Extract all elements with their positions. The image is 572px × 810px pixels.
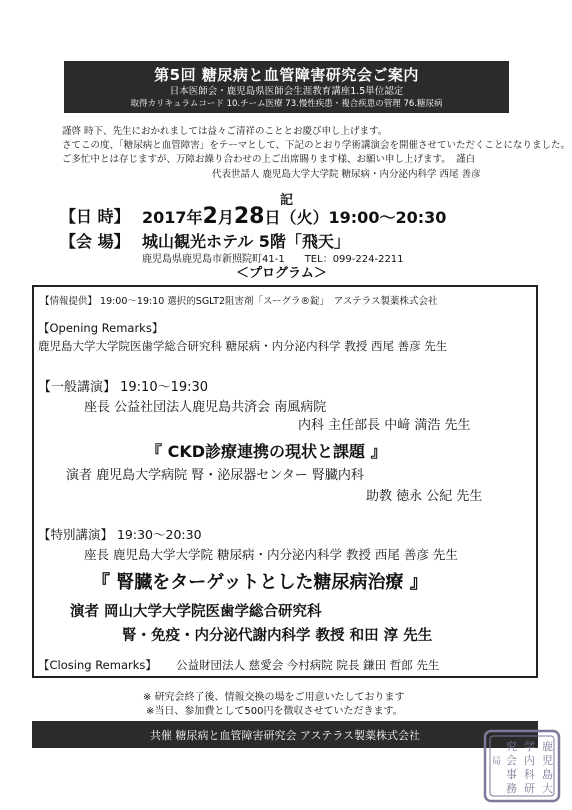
special-lecture-speaker-title: 腎・免疫・内分泌代謝内科学 教授 和田 淳 先生 — [122, 628, 433, 644]
opening-remarks-speaker: 鹿児島大学大学院医歯学総合研究科 糖尿病・内分泌内科学 教授 西尾 善彦 先生 — [38, 339, 448, 353]
general-lecture-title: 『 CKD診療連携の現状と課題 』 — [146, 442, 387, 461]
date-month: 2 — [202, 204, 218, 229]
sponsor-banner — [32, 721, 538, 748]
date-label: 【日 時】 — [60, 207, 130, 226]
date-weekday-time: （火）19:00～20:30 — [280, 208, 447, 227]
event-date — [142, 204, 446, 229]
closing-remarks-speaker: 公益財団法人 慈愛会 今村病院 院長 鎌田 哲郎 先生 — [176, 658, 440, 672]
svg-text:務: 務 — [506, 782, 517, 795]
special-lecture-speaker: 演者 岡山大学大学院医歯学総合研究科 — [70, 604, 322, 620]
note-info-exchange: ※ 研究会終了後、情報交換の場をご用意いたしております — [143, 692, 405, 703]
title-banner — [64, 61, 509, 113]
svg-text:局: 局 — [492, 757, 502, 767]
greeting-line-3: ご多忙中とは存じますが、万障お繰り合わせの上ご出席賜ります様、お願い申し上げます。 — [62, 154, 451, 165]
venue-address: 鹿児島県鹿児島市新照院町41-1 TEL：099-224-2211 — [142, 254, 404, 265]
svg-text:内: 内 — [524, 754, 535, 767]
svg-text:児: 児 — [542, 754, 553, 767]
date-year: 2017年 — [142, 208, 203, 227]
info-provision-line: 【情報提供】 19:00～19:10 選択的SGLT2阻害剤「スーグラ®錠」 アステラス製薬株式会社 — [40, 296, 438, 307]
accreditation-line: 日本医師会・鹿児島県医師会生涯教育講座1.5単位認定 — [169, 86, 404, 97]
greeting-closing: 謹白 — [456, 154, 476, 165]
svg-text:事: 事 — [506, 768, 517, 781]
seal-stamp-icon — [482, 728, 562, 804]
program-heading: ＜プログラム＞ — [236, 266, 327, 281]
svg-text:島: 島 — [542, 768, 553, 781]
ki-heading: 記 — [280, 193, 294, 208]
date-day-unit: 日 — [264, 208, 281, 227]
greeting-line-1: 謹啓 時下、先生におかれましては益々ご清祥のこととお慶び申し上げます。 — [62, 126, 388, 137]
event-title: 第5回 糖尿病と血管障害研究会ご案内 — [154, 66, 419, 84]
general-lecture-speaker-title: 助教 徳永 公紀 先生 — [366, 489, 483, 504]
svg-text:大: 大 — [542, 782, 553, 795]
venue-name: 城山観光ホテル 5階「飛天」 — [142, 232, 350, 251]
date-month-unit: 月 — [217, 208, 234, 227]
general-lecture-label: 【一般講演】 19:10～19:30 — [38, 380, 209, 395]
general-lecture-chair: 座長 公益社団法人鹿児島共済会 南風病院 — [84, 400, 327, 415]
representative-line: 代表世話人 鹿児島大学大学院 糖尿病・内分泌内科学 西尾 善彦 — [212, 169, 481, 180]
greeting-line-2: さてこの度、「糖尿病と血管障害」をテーマとして、下記のとおり学術講演会を開催させていただくことになりました。 — [62, 140, 571, 151]
special-lecture-label: 【特別講演】 19:30～20:30 — [38, 527, 202, 542]
svg-text:研: 研 — [524, 782, 535, 795]
curriculum-line: 取得カリキュラムコード 10.チーム医療 73.慢性疾患・複合疾患の管理 76.糖尿病 — [130, 99, 443, 109]
svg-text:科: 科 — [524, 768, 535, 781]
general-lecture-chair-title: 内科 主任部長 中﨑 満浩 先生 — [298, 418, 471, 433]
svg-text:究: 究 — [506, 740, 517, 753]
svg-text:鹿: 鹿 — [542, 740, 553, 753]
closing-remarks-label: 【Closing Remarks】 — [38, 658, 157, 672]
special-lecture-chair: 座長 鹿児島大学大学院 糖尿病・内分泌内科学 教授 西尾 善彦 先生 — [84, 547, 458, 562]
svg-text:会: 会 — [506, 754, 517, 767]
date-day: 28 — [233, 204, 265, 229]
sponsor-text: 共催 糖尿病と血管障害研究会 アステラス製薬株式会社 — [149, 729, 420, 742]
opening-remarks-label: 【Opening Remarks】 — [38, 321, 164, 335]
svg-text:学: 学 — [524, 740, 535, 753]
note-participation-fee: ※当日、参加費として500円を徴収させていただきます。 — [146, 706, 403, 717]
venue-label: 【会 場】 — [60, 232, 130, 251]
special-lecture-title: 『 腎臓をターゲットとした糖尿病治療 』 — [92, 572, 428, 593]
general-lecture-speaker: 演者 鹿児島大学病院 腎・泌尿器センター 腎臓内科 — [66, 468, 364, 483]
